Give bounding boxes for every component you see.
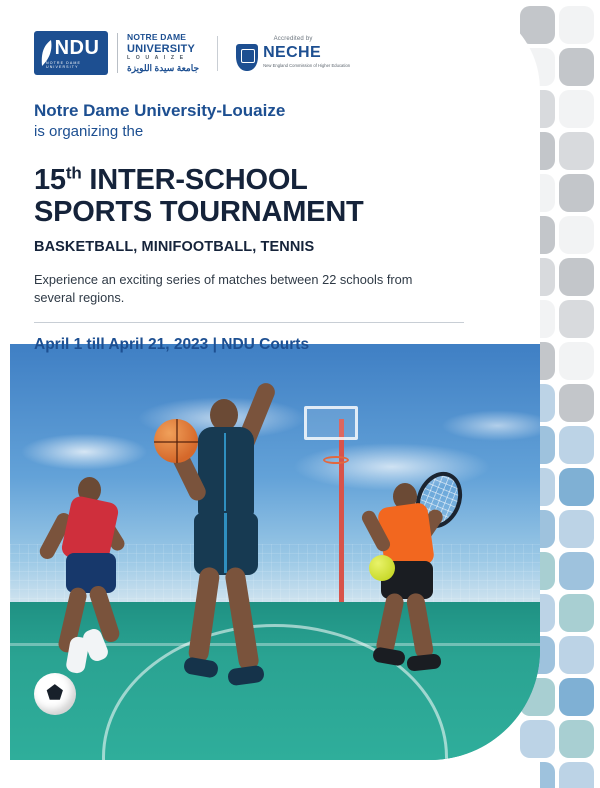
- ndu-logo-text: NDU: [54, 36, 100, 59]
- decor-tile: [559, 6, 594, 44]
- player-leg: [187, 566, 220, 664]
- player-leg: [224, 566, 260, 672]
- ndu-swoosh-icon: [40, 40, 54, 66]
- decor-tile: [559, 48, 594, 86]
- divider: [34, 322, 464, 323]
- headline-block: [34, 100, 484, 354]
- basketball-hoop-pole-icon: [339, 419, 344, 610]
- accreditation-block: [217, 36, 350, 71]
- accreditation-body: [236, 44, 350, 71]
- decor-tile: [559, 300, 594, 338]
- tennis-player: [353, 481, 473, 722]
- title-line1-rest: INTER-SCHOOL: [81, 163, 308, 196]
- sports-list: BASKETBALL, MINIFOOTBALL, TENNIS: [34, 238, 315, 255]
- player-shoe: [406, 654, 441, 672]
- decor-tile: [559, 720, 594, 758]
- accreditation-label: Accredited by: [273, 35, 313, 42]
- basketball-player: [158, 377, 308, 726]
- decor-tile: [559, 342, 594, 380]
- ndu-logo-icon: [34, 31, 108, 75]
- player-shoe: [227, 665, 265, 687]
- ndu-wordmark-line2: UNIVERSITY: [127, 42, 196, 55]
- decor-tile: [559, 510, 594, 548]
- neche-name: NECHE: [263, 44, 322, 62]
- decor-tile: [559, 468, 594, 506]
- decor-tile: [559, 384, 594, 422]
- decor-tile: [520, 6, 555, 44]
- decor-tile: [559, 216, 594, 254]
- decor-tile: [559, 552, 594, 590]
- player-leg: [405, 592, 434, 660]
- title-line2: SPORTS TOURNAMENT: [34, 196, 364, 229]
- ndu-logo-subtext: NOTRE DAME UNIVERSITY: [46, 60, 81, 69]
- player-torso: [198, 427, 254, 519]
- logo-row: [34, 28, 350, 78]
- page-title: [34, 164, 484, 229]
- decor-tile: [559, 132, 594, 170]
- title-ordinal-suffix: th: [65, 163, 82, 183]
- player-shorts: [194, 513, 258, 575]
- basketball-backboard-icon: [304, 406, 358, 440]
- organizer-line-2: is organizing the: [34, 123, 144, 141]
- football-player: [40, 477, 150, 727]
- basketball-ball-icon: [154, 419, 198, 463]
- ndu-wordmark-line3: L O U A I Z E: [127, 54, 186, 61]
- footer-strip: [0, 760, 540, 788]
- accreditation-text: [263, 45, 350, 69]
- soccer-ball-icon: [34, 673, 76, 715]
- player-shoe: [372, 647, 406, 667]
- decor-tile: [559, 762, 594, 788]
- description-text: Experience an exciting series of matches between 22 schools from several regions.: [34, 271, 413, 306]
- decor-tile: [559, 258, 594, 296]
- decor-tile: [559, 174, 594, 212]
- decor-tile: [559, 90, 594, 128]
- ndu-wordmark-line1: NOTRE DAME: [127, 32, 187, 43]
- ndu-wordmark-arabic: جامعة سيدة اللويزة: [127, 62, 200, 73]
- hero-photo: [10, 344, 540, 760]
- neche-subtitle: New England Commission of Higher Education: [263, 63, 351, 69]
- tennis-ball-icon: [369, 555, 395, 581]
- decor-tile: [559, 426, 594, 464]
- decor-tile: [559, 636, 594, 674]
- neche-shield-icon: [236, 44, 258, 71]
- player-shorts: [66, 553, 116, 593]
- player-shoe: [182, 656, 218, 679]
- ndu-wordmark: [117, 33, 199, 73]
- decor-tile: [559, 594, 594, 632]
- organizer-line-1: Notre Dame University-Louaize: [34, 101, 286, 120]
- dates-and-venue: April 1 till April 21, 2023 | NDU Courts: [34, 335, 310, 353]
- title-ordinal: 15: [34, 163, 66, 196]
- decor-tile: [559, 678, 594, 716]
